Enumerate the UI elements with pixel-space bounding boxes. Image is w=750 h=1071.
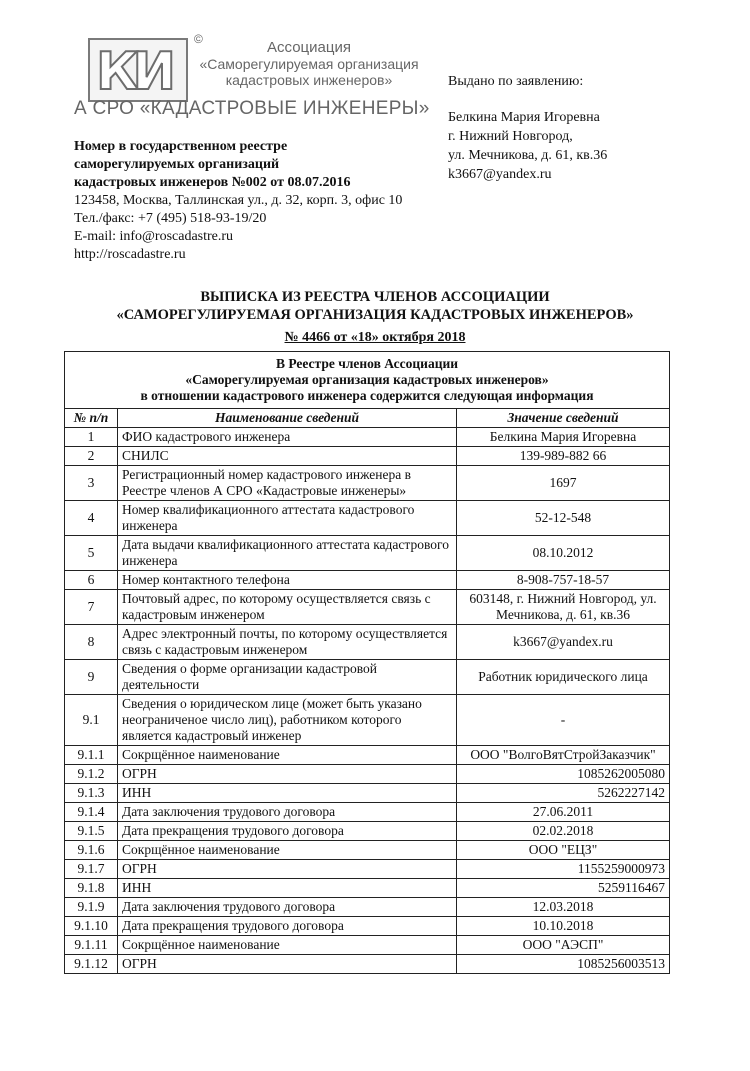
row-field-name: Дата выдачи квалификационного аттестата кадастрового инженера [118, 536, 457, 571]
row-field-value: 5262227142 [457, 784, 670, 803]
table-row [65, 571, 670, 590]
row-field-name: Сокрщённое наименование [118, 746, 457, 765]
document-number: № 4466 от «18» октября 2018 [284, 330, 466, 345]
applicant-email: k3667@yandex.ru [448, 167, 552, 182]
row-number: 9.1.8 [65, 879, 118, 898]
organization-info [74, 138, 404, 264]
table-header [65, 352, 670, 409]
issued-to-block [448, 72, 607, 184]
row-field-name: СНИЛС [118, 447, 457, 466]
row-field-name: Сокрщённое наименование [118, 841, 457, 860]
row-field-name: Дата заключения трудового договора [118, 898, 457, 917]
applicant-city: г. Нижний Новгород, [448, 129, 573, 144]
row-field-name: ИНН [118, 879, 457, 898]
row-field-name: Сведения о форме организации кадастровой деятельности [118, 660, 457, 695]
row-field-value: 1085256003513 [457, 955, 670, 974]
title-line-2: «САМОРЕГУЛИРУЕМАЯ ОРГАНИЗАЦИЯ КАДАСТРОВЫХ ИНЖЕНЕРОВ» [116, 307, 634, 323]
row-field-value: Работник юридического лица [457, 660, 670, 695]
row-field-value: 08.10.2012 [457, 536, 670, 571]
logo-glyph: КИ [96, 42, 171, 102]
row-field-value: ООО "АЭСП" [457, 936, 670, 955]
row-field-name: ОГРН [118, 955, 457, 974]
row-field-value: 1697 [457, 466, 670, 501]
table-row [65, 428, 670, 447]
table-row [65, 501, 670, 536]
row-number: 9.1.2 [65, 765, 118, 784]
row-field-name: Номер контактного телефона [118, 571, 457, 590]
registry-line-3: кадастровых инженеров №002 от 08.07.2016 [74, 175, 351, 190]
row-number: 2 [65, 447, 118, 466]
row-field-value: 10.10.2018 [457, 917, 670, 936]
row-number: 9.1.10 [65, 917, 118, 936]
column-header-name: Наименование сведений [118, 409, 457, 428]
org-address: 123458, Москва, Таллинская ул., д. 32, корп. 3, офис 10 [74, 193, 403, 208]
row-number: 6 [65, 571, 118, 590]
org-email: E-mail: info@roscadastre.ru [74, 229, 234, 244]
table-row [65, 879, 670, 898]
table-row [65, 936, 670, 955]
org-phone: Тел./факс: +7 (495) 518-93-19/20 [74, 211, 267, 226]
row-number: 8 [65, 625, 118, 660]
table-row [65, 860, 670, 879]
row-number: 9.1.9 [65, 898, 118, 917]
row-field-name: Регистрационный номер кадастрового инженера в Реестре членов А СРО «Кадастровые инженеры» [118, 466, 457, 501]
applicant-name: Белкина Мария Игоревна [448, 110, 600, 125]
row-field-name: Дата прекращения трудового договора [118, 822, 457, 841]
table-row [65, 765, 670, 784]
row-field-value: 02.02.2018 [457, 822, 670, 841]
issued-heading: Выдано по заявлению: [448, 74, 584, 89]
table-row [65, 841, 670, 860]
org-website: http://roscadastre.ru [74, 247, 186, 262]
registry-line-1: Номер в государственном реестре [74, 139, 288, 154]
table-row [65, 447, 670, 466]
table-row [65, 898, 670, 917]
table-header-line-3: в отношении кадастрового инженера содержится следующая информация [140, 388, 594, 403]
row-number: 9.1.5 [65, 822, 118, 841]
row-field-name: Почтовый адрес, по которому осуществляется связь с кадастровым инженером [118, 590, 457, 625]
row-field-value: 52-12-548 [457, 501, 670, 536]
row-field-value: 1085262005080 [457, 765, 670, 784]
row-field-name: ИНН [118, 784, 457, 803]
row-field-value: 5259116467 [457, 879, 670, 898]
row-field-value: k3667@yandex.ru [457, 625, 670, 660]
applicant-street: ул. Мечникова, д. 61, кв.36 [448, 148, 608, 163]
logo-text [194, 40, 424, 88]
row-field-name: Номер квалификационного аттестата кадастрового инженера [118, 501, 457, 536]
row-field-name: ОГРН [118, 765, 457, 784]
table-header-line-1: В Реестре членов Ассоциации [275, 356, 459, 371]
table-row [65, 625, 670, 660]
row-field-name: Адрес электронный почты, по которому осуществляется связь с кадастровым инженером [118, 625, 457, 660]
logo-line-2: «Саморегулируемая организация [199, 56, 419, 72]
table-row [65, 660, 670, 695]
registry-line-2: саморегулируемых организаций [74, 157, 280, 172]
table-row [65, 536, 670, 571]
row-field-value: ООО "ВолгоВятСтройЗаказчик" [457, 746, 670, 765]
table-row [65, 822, 670, 841]
row-field-value: 1155259000973 [457, 860, 670, 879]
document-title [0, 288, 750, 324]
table-row [65, 784, 670, 803]
row-field-value: ООО "ЕЦЗ" [457, 841, 670, 860]
row-field-value: 27.06.2011 [457, 803, 670, 822]
row-field-value: 603148, г. Нижний Новгород, ул. Мечникова, д. 61, кв.36 [457, 590, 670, 625]
row-field-value: 139-989-882 66 [457, 447, 670, 466]
row-number: 9.1.1 [65, 746, 118, 765]
row-field-name: Дата прекращения трудового договора [118, 917, 457, 936]
row-field-value: Белкина Мария Игоревна [457, 428, 670, 447]
registry-table [64, 351, 670, 974]
ki-logo-mark [88, 38, 188, 102]
title-line-1: ВЫПИСКА ИЗ РЕЕСТРА ЧЛЕНОВ АССОЦИАЦИИ [200, 289, 550, 305]
row-number: 9.1.7 [65, 860, 118, 879]
table-row [65, 803, 670, 822]
row-number: 4 [65, 501, 118, 536]
row-number: 9.1.4 [65, 803, 118, 822]
row-number: 7 [65, 590, 118, 625]
table-row [65, 746, 670, 765]
logo-bottom-text: А СРО «КАДАСТРОВЫЕ ИНЖЕНЕРЫ» [74, 98, 430, 119]
copyright-icon: © [194, 32, 203, 46]
table-row [65, 917, 670, 936]
row-number: 9.1 [65, 695, 118, 746]
row-number: 9.1.11 [65, 936, 118, 955]
row-number: 9.1.6 [65, 841, 118, 860]
table-header-line-2: «Саморегулируемая организация кадастровых инженеров» [185, 372, 549, 387]
column-header-number: № п/п [65, 409, 118, 428]
table-row [65, 955, 670, 974]
table-row [65, 466, 670, 501]
row-number: 5 [65, 536, 118, 571]
row-number: 9 [65, 660, 118, 695]
row-field-name: Дата заключения трудового договора [118, 803, 457, 822]
row-number: 9.1.3 [65, 784, 118, 803]
row-field-value: - [457, 695, 670, 746]
row-field-value: 12.03.2018 [457, 898, 670, 917]
row-field-name: Сокрщённое наименование [118, 936, 457, 955]
column-header-value: Значение сведений [457, 409, 670, 428]
logo-line-3: кадастровых инженеров» [225, 72, 393, 88]
table-row [65, 590, 670, 625]
row-field-value: 8-908-757-18-57 [457, 571, 670, 590]
row-field-name: ОГРН [118, 860, 457, 879]
row-number: 1 [65, 428, 118, 447]
logo-line-1: Ассоциация [267, 39, 351, 56]
row-number: 9.1.12 [65, 955, 118, 974]
row-field-name: ФИО кадастрового инженера [118, 428, 457, 447]
table-row [65, 695, 670, 746]
row-number: 3 [65, 466, 118, 501]
row-field-name: Сведения о юридическом лице (может быть указано неограниченое число лиц), работником которого является кадастровый инженер [118, 695, 457, 746]
association-logo [74, 30, 434, 122]
